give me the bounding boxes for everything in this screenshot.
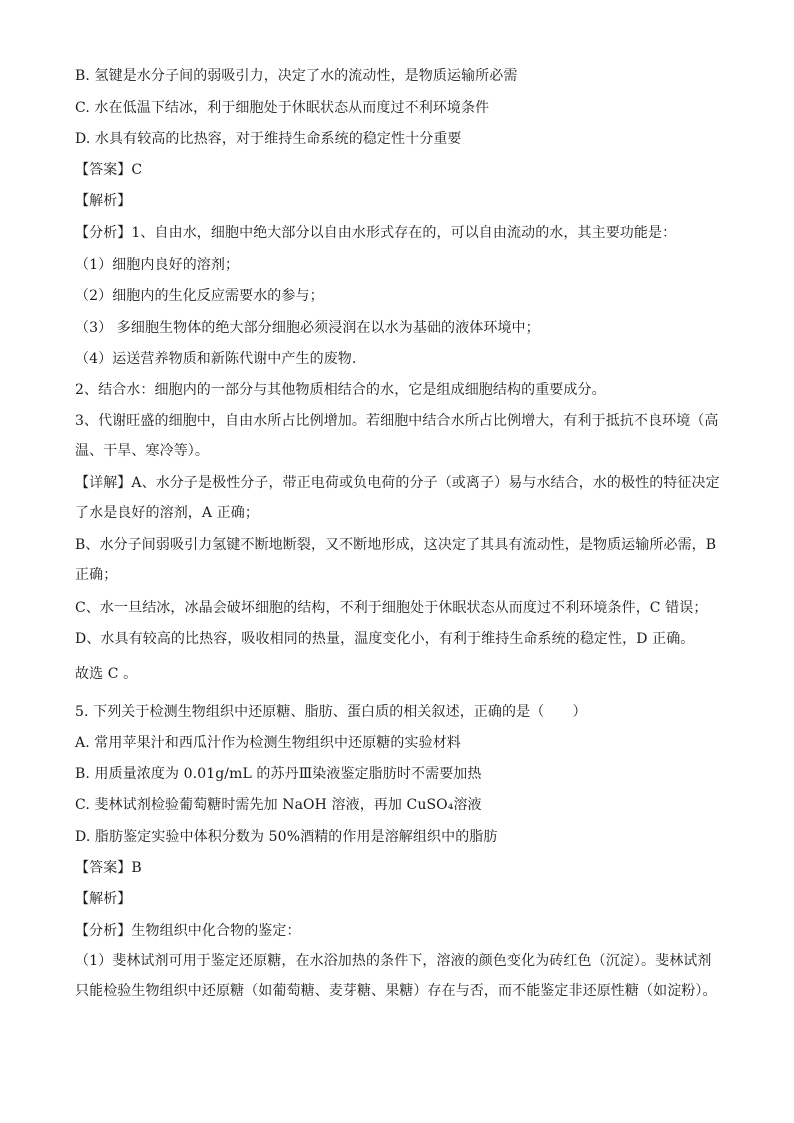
list-item: （1）细胞内良好的溶剂；: [75, 257, 240, 273]
list-item: （2）细胞内的生化反应需要水的参与；: [75, 288, 324, 304]
option-c-text: C. 水在低温下结冰，利于细胞处于休眠状态从而度过不利环境条件: [75, 100, 490, 116]
detail-d-text: D、水具有较高的比热容，吸收相同的热量，温度变化小，有利于维持生命系统的稳定性，D 正确。: [75, 631, 695, 647]
q5-answer-label: 【答案】B: [75, 860, 142, 876]
q5-option-a: A. 常用苹果汁和西瓜汁作为检测生物组织中还原糖的实验材料: [75, 735, 461, 751]
option-d-text: D. 水具有较高的比热容，对于维持生命系统的稳定性十分重要: [75, 131, 462, 147]
q5-option-d: D. 脂肪鉴定实验中体积分数为 50%酒精的作用是溶解组织中的脂肪: [75, 829, 498, 845]
detail-b-text: B、水分子间弱吸引力氢键不断地断裂，又不断地形成，这决定了其具有流动性，是物质运输所必需，B 正确；: [75, 537, 717, 583]
detail-a-text: 【详解】A、水分子是极性分子，带正电荷或负电荷的分子（或离子）易与水结合，水的极性的特征决定了水是良好的溶剂，A 正确；: [75, 475, 720, 521]
list-item: （4）运送营养物质和新陈代谢中产生的废物.: [75, 351, 357, 367]
q5-option-b: B. 用质量浓度为 0.01g/mL 的苏丹Ⅲ染液鉴定脂肪时不需要加热: [75, 766, 482, 782]
detail-c-text: C、水一旦结冰，冰晶会破坏细胞的结构，不利于细胞处于休眠状态从而度过不利环境条件，C 错误；: [75, 600, 708, 616]
fehling-reagent-text: （1）斐林试剂可用于鉴定还原糖，在水浴加热的条件下，溶液的颜色变化为砖红色（沉淀）。斐林试剂只能检验生物组织中还原糖（如葡萄糖、麦芽糖、果糖）存在与否，而不能鉴定非还原性糖（如淀粉）。: [75, 953, 717, 999]
q5-analysis-intro: 【分析】生物组织中化合物的鉴定：: [75, 923, 301, 939]
metabolism-text: 3、代谢旺盛的细胞中，自由水所占比例增加。若细胞中结合水所占比例增大，有利于抵抗不良环境（高温、干旱、寒冷等）。: [75, 413, 719, 459]
conclusion-text: 故选 C 。: [75, 666, 138, 682]
list-item: （3） 多细胞生物体的绝大部分细胞必须浸润在以水为基础的液体环境中；: [75, 320, 540, 336]
question-5-stem: 5. 下列关于检测生物组织中还原糖、脂肪、蛋白质的相关叙述，正确的是（ ）: [75, 704, 587, 720]
analysis-heading: 【解析】: [75, 193, 132, 209]
bound-water-text: 2、结合水：细胞内的一部分与其他物质相结合的水，它是组成细胞结构的重要成分。: [75, 382, 606, 398]
option-b-text: B. 氢键是水分子间的弱吸引力，决定了水的流动性，是物质运输所必需: [75, 68, 518, 84]
q5-option-c: C. 斐林试剂检验葡萄糖时需先加 NaOH 溶液，再加 CuSO₄溶液: [75, 797, 482, 813]
q5-analysis-heading: 【解析】: [75, 891, 132, 907]
answer-label: 【答案】C: [75, 162, 143, 178]
analysis-intro: 【分析】1、自由水，细胞中绝大部分以自由水形式存在的，可以自由流动的水，其主要功能是：: [75, 225, 677, 241]
